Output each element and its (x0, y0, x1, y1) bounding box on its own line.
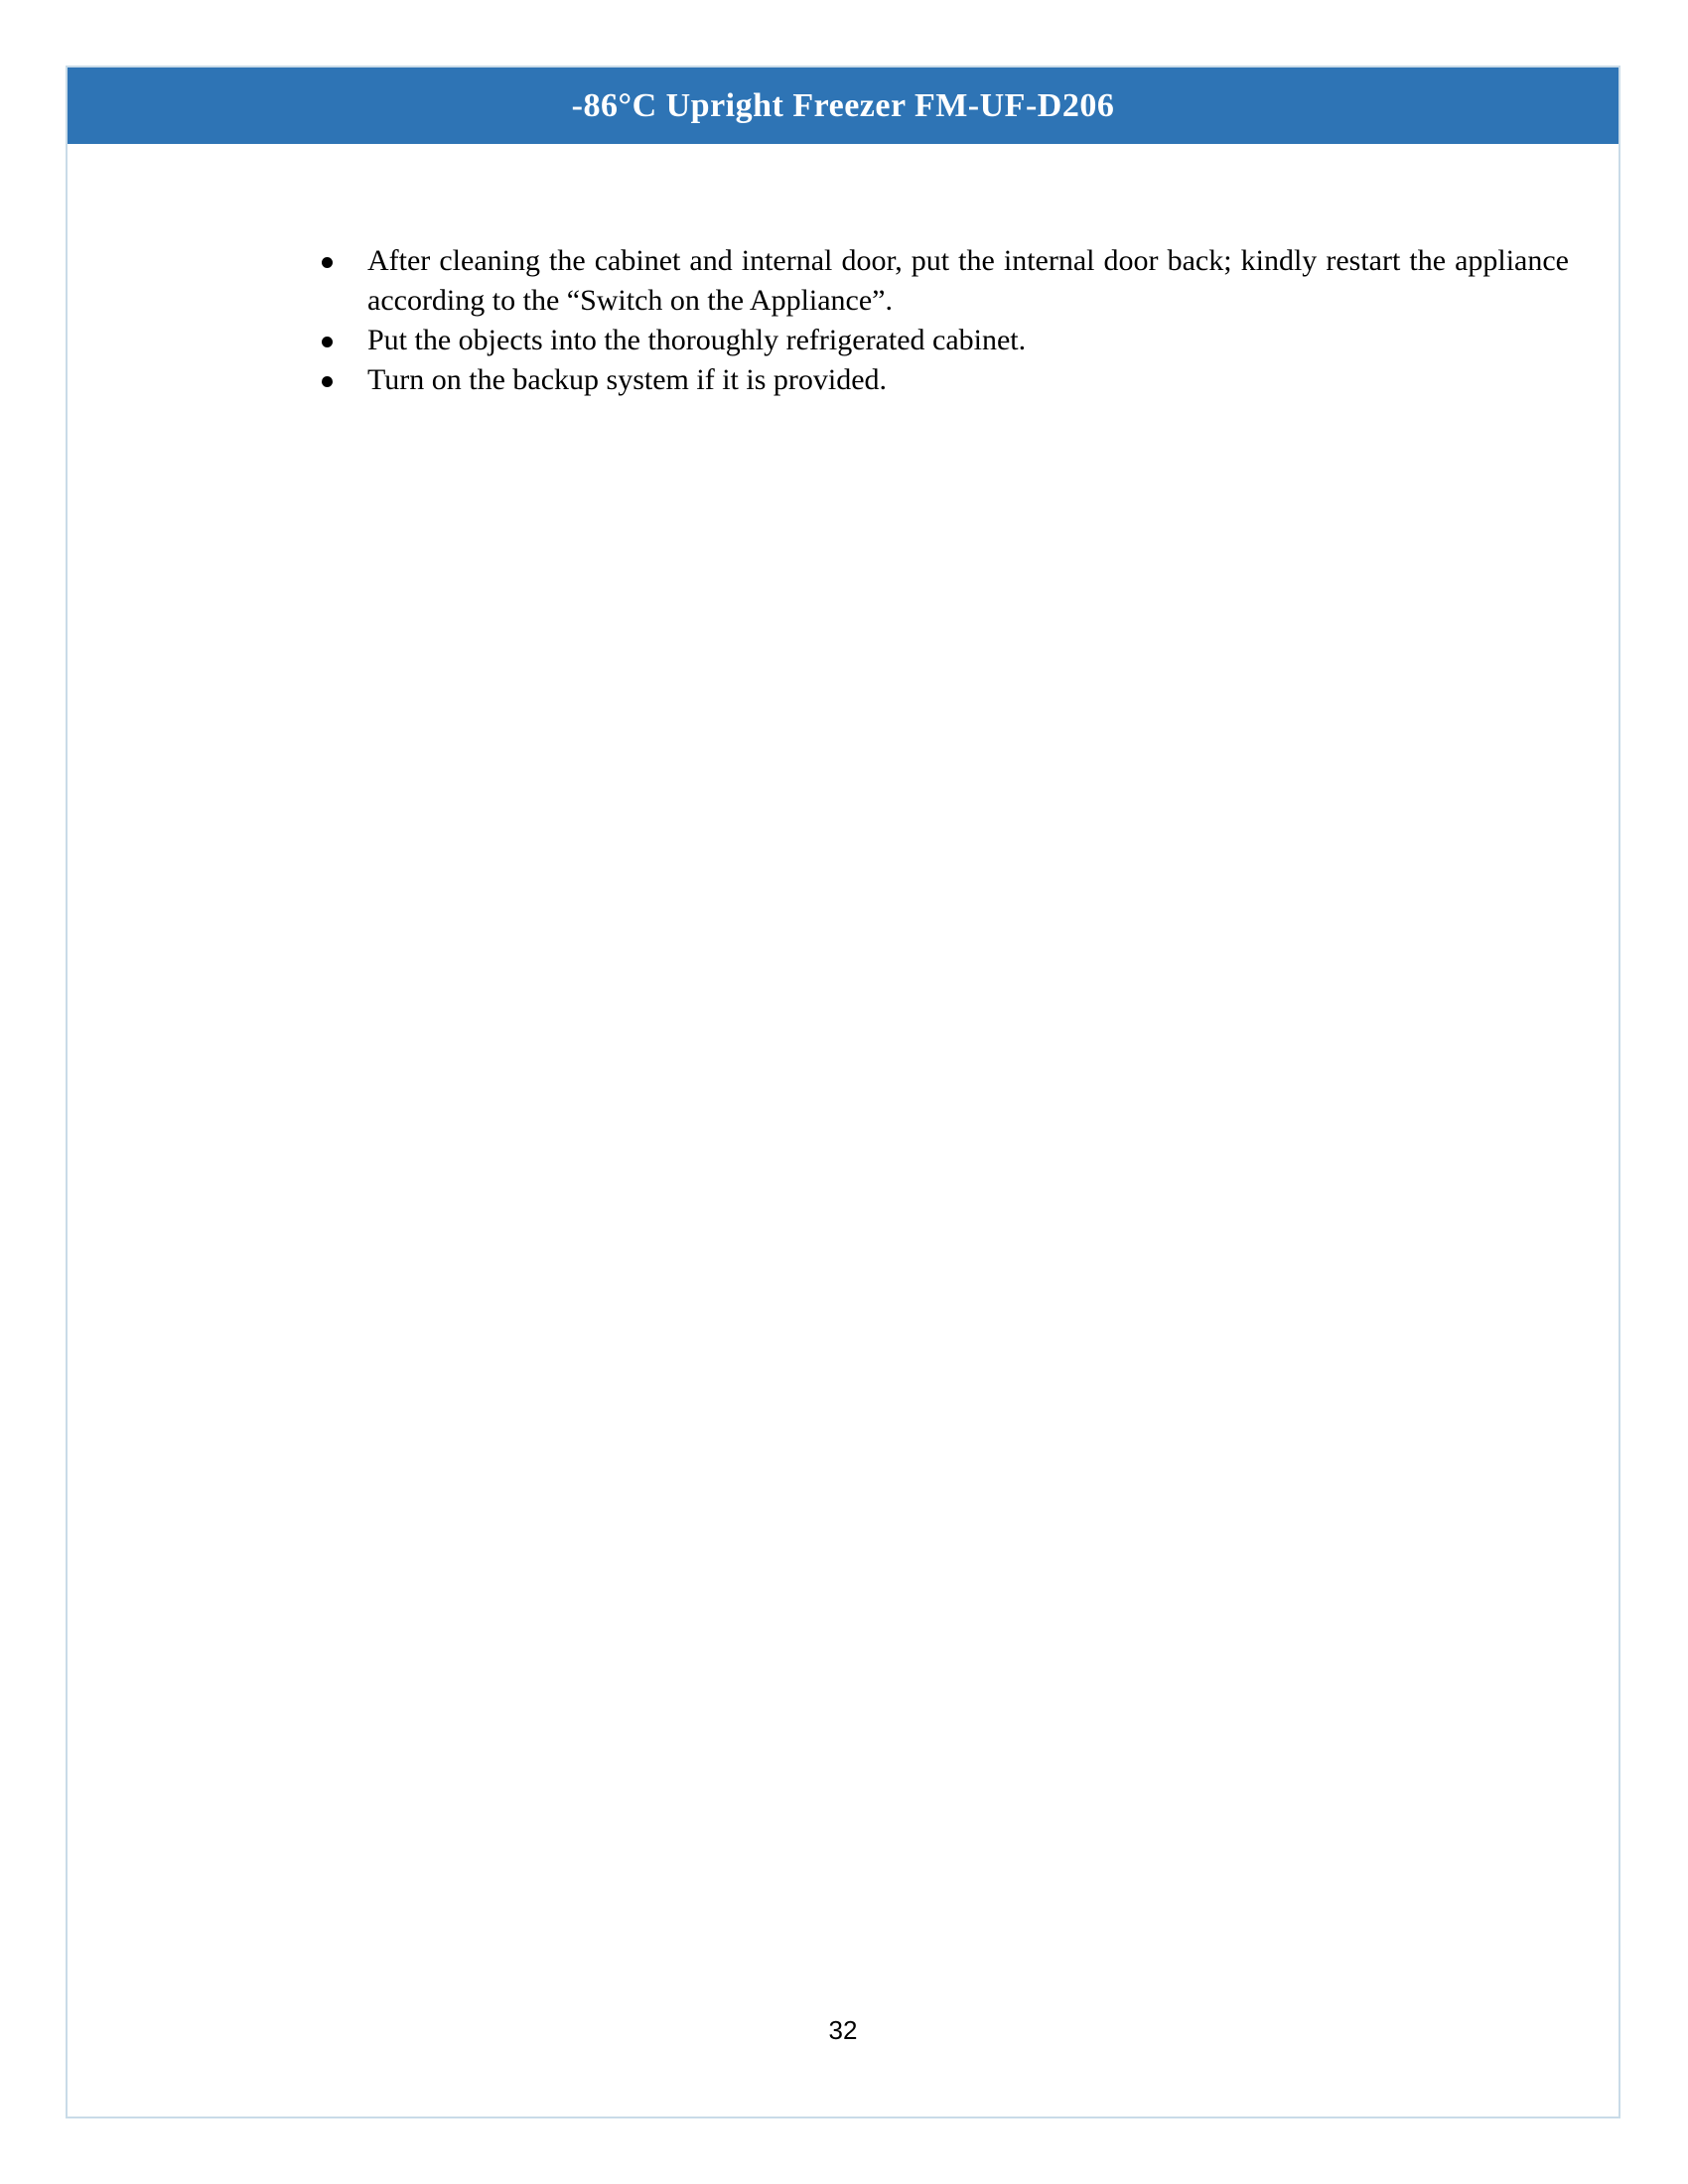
bullet-icon (322, 257, 333, 268)
list-item (318, 241, 1569, 321)
list-item-text: After cleaning the cabinet and internal door, put the internal door back; kindly restart the appliance according to the “Switch on the Appliance”. (367, 244, 1569, 317)
bullet-icon (322, 337, 333, 347)
header-bar (68, 68, 1618, 144)
list-item (318, 321, 1569, 360)
page-frame (66, 66, 1620, 2118)
bullet-icon (322, 376, 333, 387)
page-number: 32 (828, 2015, 858, 2045)
list-item-text: Turn on the backup system if it is provided. (367, 363, 888, 396)
bullet-list (318, 241, 1569, 400)
list-item (318, 360, 1569, 400)
list-item-text: Put the objects into the thoroughly refrigerated cabinet. (367, 324, 1027, 356)
page-title: -86°C Upright Freezer FM-UF-D206 (571, 86, 1115, 124)
